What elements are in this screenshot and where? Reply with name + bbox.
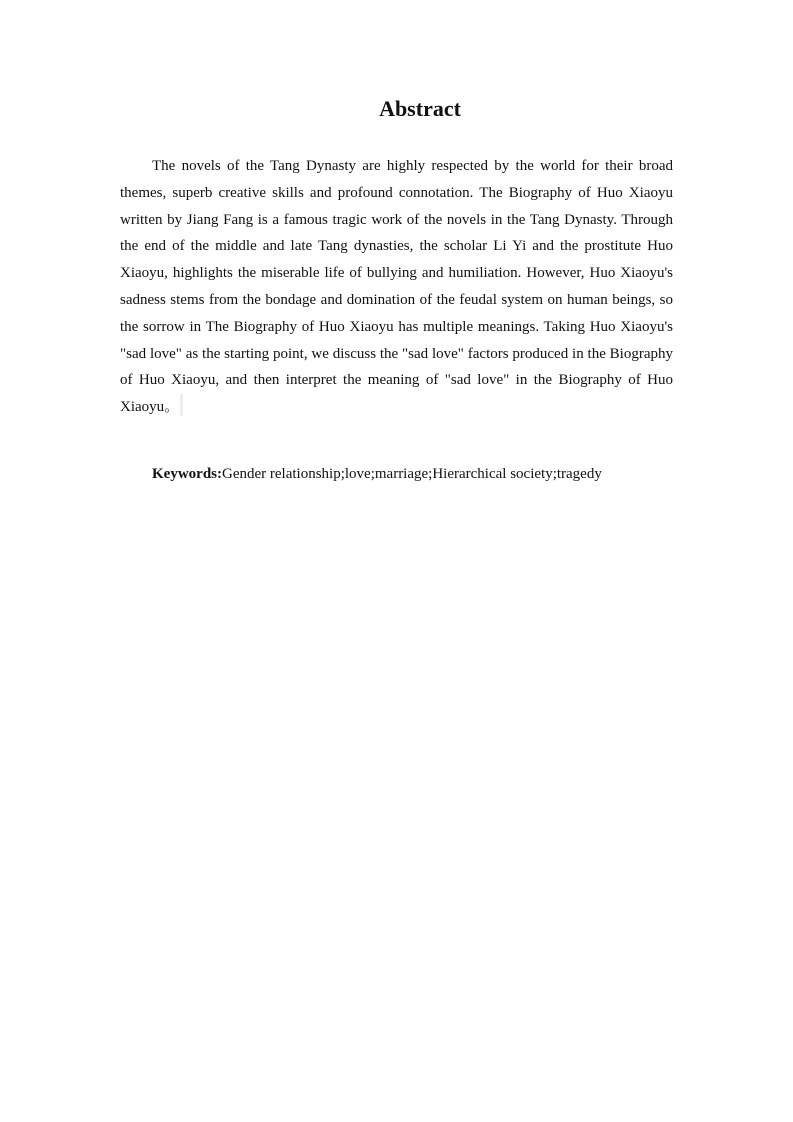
text-cursor-mark (180, 394, 183, 416)
page-title: Abstract (379, 96, 461, 121)
keywords-value: Gender relationship;love;marriage;Hierarchical society;tragedy (222, 466, 602, 482)
abstract-paragraph (120, 153, 673, 421)
keywords-label: Keywords: (152, 466, 222, 482)
abstract-text: The novels of the Tang Dynasty are highly respected by the world for their broad themes, superb creative skills and profound connotation. The Biography of Huo Xiaoyu written by Jiang Fang is a famous tragic work of the novels in the Tang Dynasty. Through the end of the middle and late Tang dynasties, the scholar Li Yi and the prostitute Huo Xiaoyu, highlights the miserable life of bullying and humiliation. However, Huo Xiaoyu's sadness stems from the bondage and domination of the feudal system on human beings, so the sorrow in The Biography of Huo Xiaoyu has multiple meanings. Taking Huo Xiaoyu's "sad love" as the starting point, we discuss the "sad love" factors produced in the Biography of Huo Xiaoyu, and then interpret the meaning of "sad love" in the Biography of Huo Xiaoyu (120, 158, 673, 416)
keywords-line (152, 462, 712, 486)
abstract-end-punct: 。 (164, 399, 180, 416)
